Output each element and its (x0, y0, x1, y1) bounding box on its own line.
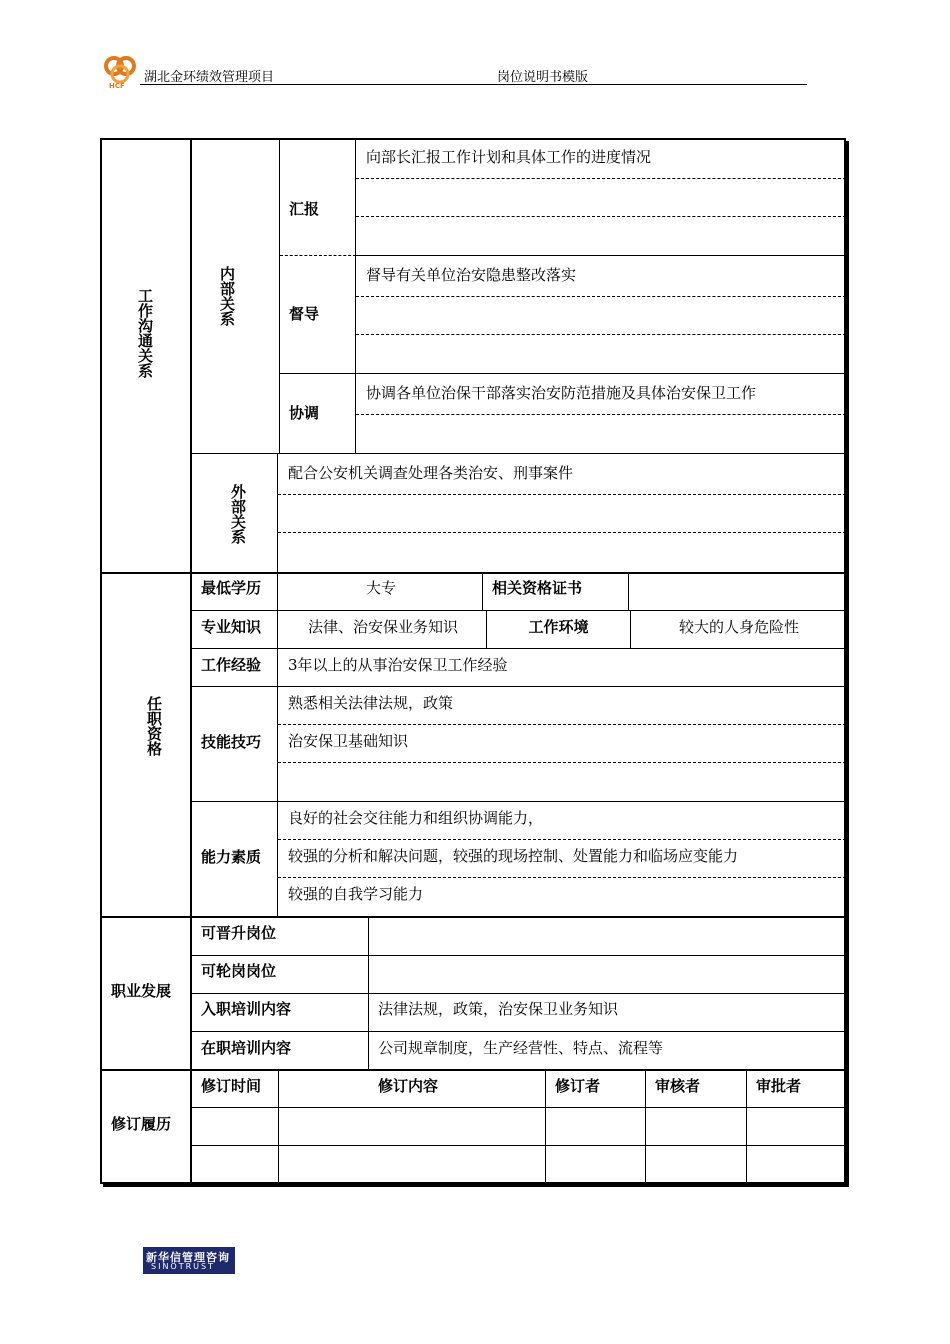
revision-col-content: 修订内容 (378, 1077, 439, 1095)
header-divider (140, 84, 807, 85)
supervise-text: 督导有关单位治安隐患整改落实 (366, 266, 577, 284)
education-value: 大专 (365, 579, 396, 597)
revision-col-reviser: 修订者 (555, 1077, 601, 1095)
external-text: 配合公安机关调查处理各类治安、刑事案件 (288, 464, 574, 482)
section-label-career: 职业发展 (111, 982, 172, 1000)
knowledge-label: 专业知识 (201, 618, 262, 636)
project-title: 湖北金环绩效管理项目 (144, 70, 275, 85)
report-text: 向部长汇报工作计划和具体工作的进度情况 (366, 148, 652, 166)
environment-value: 较大的人身危险性 (678, 618, 799, 636)
revision-col-reviewer: 审核者 (655, 1077, 701, 1095)
ability-item: 良好的社会交往能力和组织协调能力， (288, 809, 544, 827)
onboarding-value: 法律法规，政策，治安保卫业务知识 (378, 1000, 619, 1018)
column-divider (190, 140, 192, 1184)
footer-brand-logo (143, 1247, 235, 1274)
education-label: 最低学历 (201, 579, 262, 597)
revision-col-time: 修订时间 (201, 1077, 262, 1095)
promotion-label: 可晋升岗位 (201, 924, 277, 942)
section-label-revision: 修订履历 (111, 1115, 172, 1133)
section-divider (102, 572, 846, 574)
skill-item: 熟悉相关法律法规，政策 (288, 694, 454, 712)
rotation-label: 可轮岗岗位 (201, 962, 277, 980)
footer-brand-en: SINOTRUST (151, 1262, 215, 1271)
section-divider (102, 916, 846, 918)
coordinate-text: 协调各单位治保干部落实治安防范措施及具体治安保卫工作 (366, 384, 757, 402)
report-label: 汇报 (289, 200, 320, 218)
supervise-label: 督导 (289, 305, 320, 323)
footer-brand-cn: 新华信管理咨询 (146, 1251, 230, 1264)
company-logo (100, 52, 140, 90)
ability-item: 较强的自我学习能力 (288, 885, 424, 903)
ability-item: 较强的分析和解决问题，较强的现场控制、处置能力和临场应变能力 (288, 847, 739, 865)
coordinate-label: 协调 (289, 404, 320, 422)
skill-item: 治安保卫基础知识 (288, 732, 409, 750)
inservice-label: 在职培训内容 (201, 1039, 292, 1057)
section-label-communication: 工作沟通关系 (136, 288, 154, 378)
knowledge-value: 法律、治安保业务知识 (307, 618, 458, 636)
svg-text:HCF: HCF (109, 82, 125, 90)
abilities-label: 能力素质 (201, 848, 262, 866)
skills-label: 技能技巧 (201, 733, 262, 751)
inservice-value: 公司规章制度，生产经营性、特点、流程等 (378, 1039, 664, 1057)
section-label-qualification: 任职资格 (145, 696, 163, 756)
onboarding-label: 入职培训内容 (201, 1000, 292, 1018)
section-divider (102, 1069, 846, 1071)
certificate-label: 相关资格证书 (492, 579, 583, 597)
experience-value: 3年以上的从事治安保卫工作经验 (288, 656, 508, 674)
environment-label: 工作环境 (528, 618, 589, 636)
experience-label: 工作经验 (201, 656, 262, 674)
revision-col-approver: 审批者 (756, 1077, 802, 1095)
document-title: 岗位说明书模版 (497, 70, 589, 85)
external-relations-label: 外部关系 (229, 484, 247, 544)
internal-relations-label: 内部关系 (218, 266, 236, 326)
